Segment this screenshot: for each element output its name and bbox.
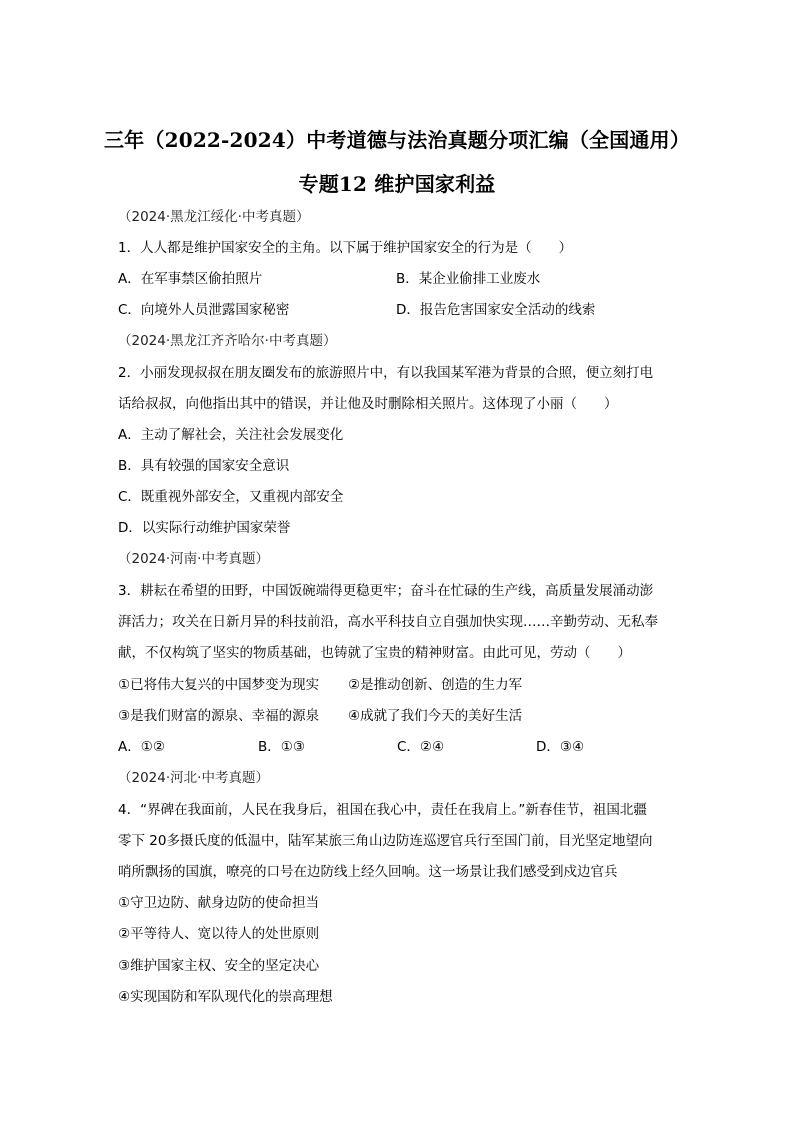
statement-4: ④成就了我们今天的美好生活 (348, 708, 523, 724)
question-stem: 湃活力；攻关在日新月异的科技前沿，高水平科技自立自强加快实现……辛勤劳动、无私奉 (118, 614, 658, 630)
question-stem: 4．“界碑在我面前，人民在我身后，祖国在我心中，责任在我肩上。”新春佳节，祖国北疆 (118, 802, 647, 818)
option-b: B．①③ (258, 739, 305, 755)
option-c: C．向境外人员泄露国家秘密 (118, 302, 290, 318)
question-stem: 3．耕耘在希望的田野，中国饭碗端得更稳更牢；奋斗在忙碌的生产线，高质量发展涌动澎 (118, 583, 654, 599)
question-source: （2024·黑龙江绥化·中考真题） (118, 209, 310, 225)
question-stem: 1．人人都是维护国家安全的主角。以下属于维护国家安全的行为是（ ） (118, 240, 573, 256)
statement-4: ④实现国防和军队现代化的崇高理想 (118, 989, 333, 1005)
question-source: （2024·黑龙江齐齐哈尔·中考真题） (118, 333, 337, 349)
option-c: C．②④ (397, 739, 445, 755)
option-d: D．③④ (536, 739, 585, 755)
option-a: A．主动了解社会，关注社会发展变化 (118, 427, 344, 443)
statement-2: ②是推动创新、创造的生力军 (348, 677, 523, 693)
statement-3: ③是我们财富的源泉、幸福的源泉 (118, 708, 320, 724)
option-c: C．既重视外部安全，又重视内部安全 (118, 489, 344, 505)
question-stem: 哨所飘扬的国旗，嘹亮的口号在边防线上经久回响。这一场景让我们感受到戍边官兵 (118, 864, 618, 880)
statement-3: ③维护国家主权、安全的坚定决心 (118, 958, 320, 974)
question-stem: 话给叔叔，向他指出其中的错误，并让他及时删除相关照片。这体现了小丽（ ） (118, 396, 618, 412)
question-source: （2024·河南·中考真题） (118, 551, 269, 567)
option-d: D．以实际行动维护国家荣誉 (118, 520, 291, 536)
question-stem: 2．小丽发现叔叔在朋友圈发布的旅游照片中，有以我国某军港为背景的合照，便立刻打电 (118, 365, 654, 381)
statement-1: ①守卫边防、献身边防的使命担当 (118, 895, 320, 911)
option-a: A．在军事禁区偷拍照片 (118, 271, 263, 287)
option-d: D．报告危害国家安全活动的线索 (396, 302, 596, 318)
document-title: 三年（2022-2024）中考道德与法治真题分项汇编（全国通用） (103, 128, 691, 152)
question-stem: 献，不仅构筑了坚实的物质基础，也铸就了宝贵的精神财富。由此可见，劳动（ ） (118, 645, 631, 661)
statement-1: ①已将伟大复兴的中国梦变为现实 (118, 677, 320, 693)
option-b: B．某企业偷排工业废水 (396, 271, 541, 287)
document-subtitle: 专题12 维护国家利益 (298, 172, 496, 196)
option-b: B．具有较强的国家安全意识 (118, 458, 290, 474)
question-source: （2024·河北·中考真题） (118, 770, 269, 786)
statement-2: ②平等待人、宽以待人的处世原则 (118, 926, 320, 942)
question-stem: 零下 20多摄氏度的低温中，陆军某旅三角山边防连巡逻官兵行至国门前，目光坚定地望向 (118, 833, 653, 849)
option-a: A．①② (118, 739, 165, 755)
